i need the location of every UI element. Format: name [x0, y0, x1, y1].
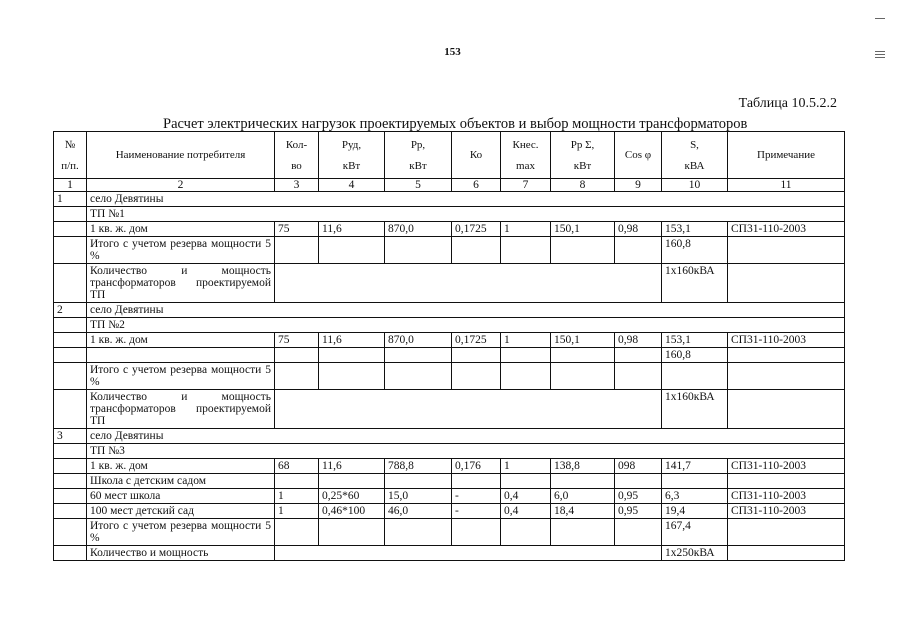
empty-cell [615, 237, 662, 264]
empty-cell [54, 390, 87, 429]
empty-cell [615, 363, 662, 390]
value-qty: 75 [275, 333, 319, 348]
total-s-value: 160,8 [662, 237, 728, 264]
empty-cell [54, 207, 87, 222]
empty-cell [551, 348, 615, 363]
empty-cell [551, 519, 615, 546]
value-rr: 15,0 [385, 489, 452, 504]
load-row [54, 459, 845, 474]
consumer-name: 100 мест детский сад [87, 504, 275, 519]
empty-cell [319, 348, 385, 363]
value-rud [319, 474, 385, 489]
col-header: S, кВА [662, 132, 728, 179]
value-k: 1 [501, 333, 551, 348]
empty-cell [385, 237, 452, 264]
table-title: Расчет электрических нагрузок проектируемых объектов и выбор мощности трансформаторов [163, 116, 748, 132]
value-qty: 1 [275, 489, 319, 504]
empty-cell [452, 519, 501, 546]
empty-cell [54, 348, 87, 363]
empty-cell [728, 519, 845, 546]
empty-cell [452, 363, 501, 390]
value-rrs: 150,1 [551, 222, 615, 237]
load-row [54, 489, 845, 504]
value-rrs: 150,1 [551, 333, 615, 348]
empty-cell [385, 519, 452, 546]
empty-cell [275, 519, 319, 546]
group-row [54, 303, 845, 318]
value-rud: 11,6 [319, 222, 385, 237]
transformer-label: Количество и мощность трансформаторов проектируемой ТП [87, 390, 275, 429]
substation-name: ТП №2 [87, 318, 845, 333]
column-number: 7 [501, 179, 551, 192]
empty-cell [501, 348, 551, 363]
col-header: Примечание [728, 132, 845, 179]
empty-cell [54, 489, 87, 504]
village-name: село Девятины [87, 192, 845, 207]
empty-cell [275, 390, 662, 429]
value-qty: 1 [275, 504, 319, 519]
empty-cell [615, 519, 662, 546]
value-rrs: 138,8 [551, 459, 615, 474]
empty-cell [54, 318, 87, 333]
empty-cell [385, 363, 452, 390]
value-rr: 870,0 [385, 333, 452, 348]
transformer-value: 1х160кВА [662, 264, 728, 303]
empty-cell [728, 546, 845, 561]
value-rr: 46,0 [385, 504, 452, 519]
column-number: 8 [551, 179, 615, 192]
column-number: 6 [452, 179, 501, 192]
total-label: Итого с учетом резерва мощности 5 % [87, 363, 275, 390]
column-number: 10 [662, 179, 728, 192]
value-note: СП31-110-2003 [728, 489, 845, 504]
total-label: Итого с учетом резерва мощности 5 % [87, 237, 275, 264]
load-row [54, 474, 845, 489]
value-ko: 0,1725 [452, 333, 501, 348]
value-rud: 0,25*60 [319, 489, 385, 504]
value-cos: 0,95 [615, 504, 662, 519]
value-k: 1 [501, 459, 551, 474]
group-number: 1 [54, 192, 87, 207]
column-number: 1 [54, 179, 87, 192]
total-s-value: 167,4 [662, 519, 728, 546]
empty-cell [452, 348, 501, 363]
consumer-name: 1 кв. ж. дом [87, 333, 275, 348]
value-s: 141,7 [662, 459, 728, 474]
empty-cell [275, 546, 662, 561]
value-k [501, 474, 551, 489]
total-row [54, 363, 845, 390]
substation-name: ТП №1 [87, 207, 845, 222]
empty-cell [54, 237, 87, 264]
value-cos: 0,98 [615, 222, 662, 237]
total-label: Итого с учетом резерва мощности 5 % [87, 519, 275, 546]
load-row [54, 504, 845, 519]
group-number: 2 [54, 303, 87, 318]
value-s [662, 474, 728, 489]
value-rrs: 18,4 [551, 504, 615, 519]
value-rrs: 6,0 [551, 489, 615, 504]
value-cos: 098 [615, 459, 662, 474]
consumer-name: 1 кв. ж. дом [87, 222, 275, 237]
value-qty [275, 474, 319, 489]
total-s-row [54, 348, 845, 363]
value-note [728, 474, 845, 489]
value-note: СП31-110-2003 [728, 333, 845, 348]
empty-cell [54, 264, 87, 303]
value-ko: 0,176 [452, 459, 501, 474]
empty-cell [501, 237, 551, 264]
empty-cell [275, 264, 662, 303]
page-number: 153 [444, 46, 461, 58]
empty-cell [452, 237, 501, 264]
consumer-name: 60 мест школа [87, 489, 275, 504]
column-number: 4 [319, 179, 385, 192]
column-number: 5 [385, 179, 452, 192]
value-cos [615, 474, 662, 489]
value-qty: 75 [275, 222, 319, 237]
empty-cell [319, 519, 385, 546]
value-s: 153,1 [662, 333, 728, 348]
value-k: 1 [501, 222, 551, 237]
total-s-value: 160,8 [662, 348, 728, 363]
column-number: 9 [615, 179, 662, 192]
empty-cell [54, 546, 87, 561]
value-s: 19,4 [662, 504, 728, 519]
empty-cell [54, 474, 87, 489]
column-number: 2 [87, 179, 275, 192]
consumer-name: Школа с детским садом [87, 474, 275, 489]
value-note: СП31-110-2003 [728, 222, 845, 237]
column-number: 3 [275, 179, 319, 192]
empty-cell [501, 519, 551, 546]
empty-cell [319, 363, 385, 390]
value-k: 0,4 [501, 489, 551, 504]
transformer-value: 1х250кВА [662, 546, 728, 561]
transformer-row [54, 546, 845, 561]
col-header: Кол- во [275, 132, 319, 179]
value-qty: 68 [275, 459, 319, 474]
value-ko: - [452, 504, 501, 519]
column-number-row [54, 179, 845, 192]
substation-row [54, 318, 845, 333]
col-header: Ко [452, 132, 501, 179]
empty-cell [551, 237, 615, 264]
value-rud: 11,6 [319, 459, 385, 474]
value-k: 0,4 [501, 504, 551, 519]
empty-cell [728, 264, 845, 303]
col-header: Рр Σ, кВт [551, 132, 615, 179]
empty-cell [728, 237, 845, 264]
col-header: Руд, кВт [319, 132, 385, 179]
value-rud: 11,6 [319, 333, 385, 348]
value-cos: 0,95 [615, 489, 662, 504]
value-rr: 788,8 [385, 459, 452, 474]
empty-cell [275, 348, 319, 363]
empty-cell [551, 363, 615, 390]
value-rud: 0,46*100 [319, 504, 385, 519]
col-header: Рр, кВт [385, 132, 452, 179]
empty-cell [728, 390, 845, 429]
empty-cell [275, 237, 319, 264]
column-number: 11 [728, 179, 845, 192]
substation-row [54, 444, 845, 459]
empty-cell [728, 363, 845, 390]
total-row [54, 237, 845, 264]
value-rr: 870,0 [385, 222, 452, 237]
header-row [54, 132, 845, 179]
consumer-name: 1 кв. ж. дом [87, 459, 275, 474]
col-header: Cos φ [615, 132, 662, 179]
value-note: СП31-110-2003 [728, 459, 845, 474]
value-s: 6,3 [662, 489, 728, 504]
group-row [54, 429, 845, 444]
value-ko: 0,1725 [452, 222, 501, 237]
substation-row [54, 207, 845, 222]
empty-cell [615, 348, 662, 363]
empty-cell [87, 348, 275, 363]
load-row [54, 222, 845, 237]
col-header: Наименование потребителя [87, 132, 275, 179]
table-caption: Таблица 10.5.2.2 [738, 96, 837, 111]
empty-cell [54, 444, 87, 459]
value-ko: - [452, 489, 501, 504]
value-rrs [551, 474, 615, 489]
empty-cell [501, 363, 551, 390]
transformer-label: Количество и мощность трансформаторов проектируемой ТП [87, 264, 275, 303]
value-note: СП31-110-2003 [728, 504, 845, 519]
empty-cell [54, 363, 87, 390]
load-calculation-table [53, 131, 845, 561]
empty-cell [54, 504, 87, 519]
empty-cell [54, 459, 87, 474]
group-number: 3 [54, 429, 87, 444]
value-ko [452, 474, 501, 489]
empty-cell [275, 363, 319, 390]
empty-cell [54, 222, 87, 237]
empty-cell [662, 363, 728, 390]
empty-cell [54, 333, 87, 348]
empty-cell [319, 237, 385, 264]
transformer-row [54, 390, 845, 429]
col-header: № п/п. [54, 132, 87, 179]
substation-name: ТП №3 [87, 444, 845, 459]
village-name: село Девятины [87, 429, 845, 444]
empty-cell [385, 348, 452, 363]
group-row [54, 192, 845, 207]
total-row [54, 519, 845, 546]
transformer-row [54, 264, 845, 303]
value-rr [385, 474, 452, 489]
transformer-value: 1х160кВА [662, 390, 728, 429]
col-header: Кнес. max [501, 132, 551, 179]
empty-cell [728, 348, 845, 363]
value-s: 153,1 [662, 222, 728, 237]
transformer-label: Количество и мощность [87, 546, 275, 561]
empty-cell [54, 519, 87, 546]
village-name: село Девятины [87, 303, 845, 318]
value-cos: 0,98 [615, 333, 662, 348]
load-row [54, 333, 845, 348]
